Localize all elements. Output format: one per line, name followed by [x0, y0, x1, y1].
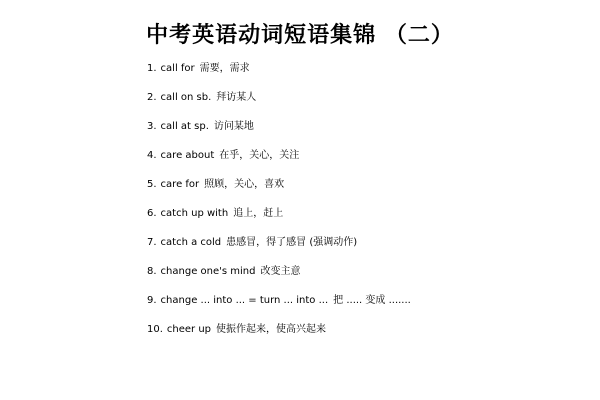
- item-number: 7.: [147, 237, 157, 248]
- item-meaning: 患感冒，得了感冒 (强调动作): [226, 237, 358, 248]
- item-phrase: call at sp.: [160, 121, 209, 132]
- list-item: [147, 147, 411, 176]
- list-item: [147, 263, 411, 292]
- item-meaning: 访问某地: [213, 121, 254, 132]
- item-number: 2.: [147, 92, 157, 103]
- item-phrase: call on sb.: [160, 92, 212, 103]
- item-number: 3.: [147, 121, 157, 132]
- item-number: 6.: [147, 208, 157, 219]
- item-phrase: catch up with: [160, 208, 229, 219]
- list-item: [147, 321, 411, 350]
- item-meaning: 使振作起来，使高兴起来: [216, 324, 327, 335]
- item-number: 9.: [147, 295, 157, 306]
- item-number: 10.: [147, 324, 163, 335]
- item-meaning: 改变主意: [260, 266, 301, 277]
- phrase-list: [147, 60, 411, 350]
- item-phrase: call for: [160, 63, 195, 74]
- list-item: [147, 118, 411, 147]
- list-item: [147, 292, 411, 321]
- item-meaning: 需要，需求: [199, 63, 250, 74]
- item-meaning: 追上，赶上: [233, 208, 284, 219]
- list-item: [147, 205, 411, 234]
- item-meaning: 把 ..... 变成 .......: [333, 295, 411, 306]
- item-phrase: change one's mind: [160, 266, 256, 277]
- page-title: 中考英语动词短语集锦 （二）: [146, 23, 454, 48]
- item-number: 8.: [147, 266, 157, 277]
- item-phrase: change ... into ... = turn ... into ...: [160, 295, 329, 306]
- item-phrase: care for: [160, 179, 200, 190]
- list-item: [147, 176, 411, 205]
- list-item: [147, 234, 411, 263]
- item-meaning: 在乎，关心，关注: [219, 150, 300, 161]
- item-phrase: catch a cold: [160, 237, 222, 248]
- item-phrase: care about: [160, 150, 215, 161]
- item-meaning: 拜访某人: [216, 92, 257, 103]
- item-phrase: cheer up: [166, 324, 212, 335]
- list-item: [147, 89, 411, 118]
- list-item: [147, 60, 411, 89]
- item-number: 1.: [147, 63, 157, 74]
- item-meaning: 照顾，关心，喜欢: [204, 179, 285, 190]
- item-number: 5.: [147, 179, 157, 190]
- item-number: 4.: [147, 150, 157, 161]
